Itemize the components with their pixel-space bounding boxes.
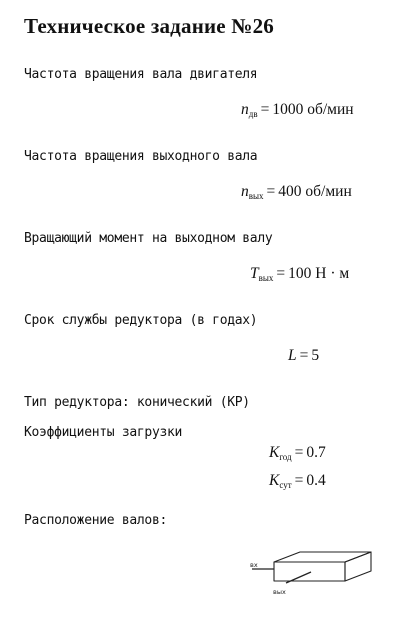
gearbox-type-label: Тип редуктора: конический (КР) (24, 395, 250, 410)
output-speed-equals: = (266, 183, 276, 200)
service-life-formula (288, 347, 319, 365)
input-shaft-label: вх (250, 561, 258, 569)
output-speed-formula (241, 183, 352, 201)
daily-load-equals: = (294, 472, 304, 489)
daily-load-symbol: K (269, 472, 280, 489)
motor-speed-equals: = (260, 101, 270, 118)
annual-load-symbol: K (269, 444, 280, 461)
gearbox-front-face (274, 562, 345, 581)
output-torque-formula (250, 265, 349, 283)
shaft-layout-label: Расположение валов: (24, 513, 168, 528)
annual-load-equals: = (294, 444, 304, 461)
output-torque-equals: = (276, 265, 286, 282)
output-shaft-label: вых (273, 588, 286, 596)
output-torque-subscript: вых (258, 273, 274, 283)
daily-load-value: 0.4 (306, 472, 326, 489)
service-life-value: 5 (311, 347, 320, 364)
service-life-equals: = (299, 347, 309, 364)
motor-speed-formula (241, 101, 354, 119)
output-speed-symbol: n (241, 183, 249, 200)
gearbox-top-face (274, 552, 371, 562)
output-speed-label: Частота вращения выходного вала (24, 149, 258, 164)
gearbox-side-face (345, 552, 371, 581)
output-torque-value: 100 Н · м (288, 265, 350, 282)
annual-load-value: 0.7 (306, 444, 326, 461)
page-title: Техническое задание №26 (24, 14, 274, 38)
shaft-layout-diagram (240, 540, 380, 602)
service-life-symbol: L (288, 347, 297, 364)
output-speed-subscript: вых (248, 191, 264, 201)
annual-load-formula (269, 444, 326, 462)
motor-speed-label: Частота вращения вала двигателя (24, 67, 258, 82)
output-torque-label: Вращающий момент на выходном валу (24, 231, 273, 246)
motor-speed-value: 1000 об/мин (272, 101, 354, 118)
output-speed-value: 400 об/мин (278, 183, 352, 200)
motor-speed-symbol: n (241, 101, 249, 118)
service-life-label: Срок службы редуктора (в годах) (24, 313, 258, 328)
daily-load-subscript: сут (279, 480, 292, 490)
motor-speed-subscript: дв (248, 109, 258, 119)
output-torque-symbol: T (250, 265, 259, 282)
daily-load-formula (269, 472, 326, 490)
annual-load-subscript: год (279, 452, 292, 462)
load-factors-label: Коэффициенты загрузки (24, 425, 183, 440)
